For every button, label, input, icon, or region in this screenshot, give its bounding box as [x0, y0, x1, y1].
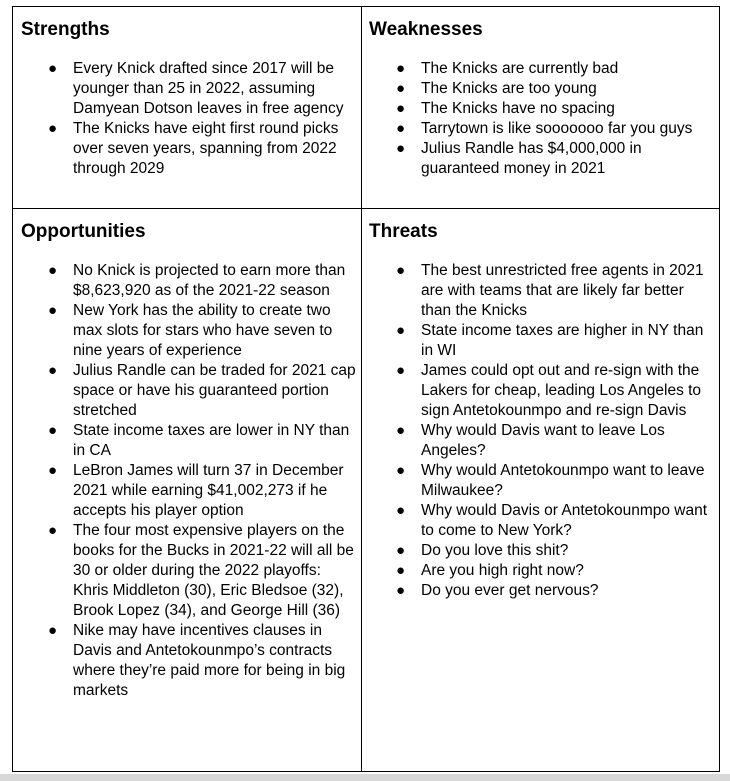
list-item: ● Tarrytown is like sooooooo far you guys	[396, 120, 693, 137]
row-divider	[13, 208, 719, 209]
list-item: ● The Knicks have no spacing	[396, 100, 615, 117]
list-item: ● Why would Davis want to leave Los Angeles?	[396, 422, 665, 459]
list-item: ● Are you high right now?	[396, 562, 584, 579]
list-item: ● The Knicks are too young	[396, 80, 597, 97]
strengths-cell	[21, 18, 359, 179]
list-item: ● State income taxes are higher in NY than in WI	[396, 322, 704, 359]
list-item: ● State income taxes are lower in NY than in CA	[48, 422, 350, 459]
list-item: ● James could opt out and re-sign with the Lakers for cheap, leading Los Angeles to sign Antetokounmpo and re-sign Davis	[396, 362, 702, 419]
opportunities-list	[21, 261, 359, 701]
opportunities-cell	[21, 220, 359, 701]
list-item: ● The best unrestricted free agents in 2021 are with teams that are likely far better than the Knicks	[396, 262, 704, 319]
weaknesses-cell	[369, 18, 714, 179]
swot-table	[12, 6, 720, 772]
list-item: ● Julius Randle has $4,000,000 in guaranteed money in 2021	[396, 140, 642, 177]
list-item: ● Why would Davis or Antetokounmpo want to come to New York?	[396, 502, 708, 539]
weaknesses-list	[369, 59, 714, 179]
list-item: ● Nike may have incentives clauses in Davis and Antetokounmpo’s contracts where they’re paid more for being in big markets	[48, 622, 346, 699]
list-item: ● The Knicks are currently bad	[396, 60, 619, 77]
bottom-edge	[0, 774, 730, 781]
threats-list	[369, 261, 714, 601]
list-item: ● LeBron James will turn 37 in December 2021 while earning $41,002,273 if he accepts his player option	[48, 462, 344, 519]
threats-cell	[369, 220, 714, 601]
weaknesses-heading: Weaknesses	[369, 19, 483, 40]
threats-heading: Threats	[369, 221, 438, 242]
column-divider	[361, 7, 362, 771]
list-item: ● Julius Randle can be traded for 2021 cap space or have his guaranteed portion stretched	[48, 362, 356, 419]
strengths-heading: Strengths	[21, 19, 110, 40]
list-item: ● Every Knick drafted since 2017 will be younger than 25 in 2022, assuming Damyean Dotson leaves in free agency	[48, 60, 344, 117]
list-item: ● Do you ever get nervous?	[396, 582, 599, 599]
list-item: ● New York has the ability to create two max slots for stars who have seven to nine years of experience	[48, 302, 333, 359]
strengths-list	[21, 59, 359, 179]
list-item: ● Why would Antetokounmpo want to leave Milwaukee?	[396, 462, 705, 499]
opportunities-heading: Opportunities	[21, 221, 146, 242]
list-item: ● The four most expensive players on the books for the Bucks in 2021-22 will all be 30 or older during the 2022 playoffs: Khris Middleton (30), Eric Bledsoe (32), Brook Lopez (34), and George Hill (36)	[48, 522, 354, 619]
list-item: ● No Knick is projected to earn more than $8,623,920 as of the 2021-22 season	[48, 262, 346, 299]
list-item: ● The Knicks have eight first round picks over seven years, spanning from 2022 through 2029	[48, 120, 339, 177]
list-item: ● Do you love this shit?	[396, 542, 569, 559]
